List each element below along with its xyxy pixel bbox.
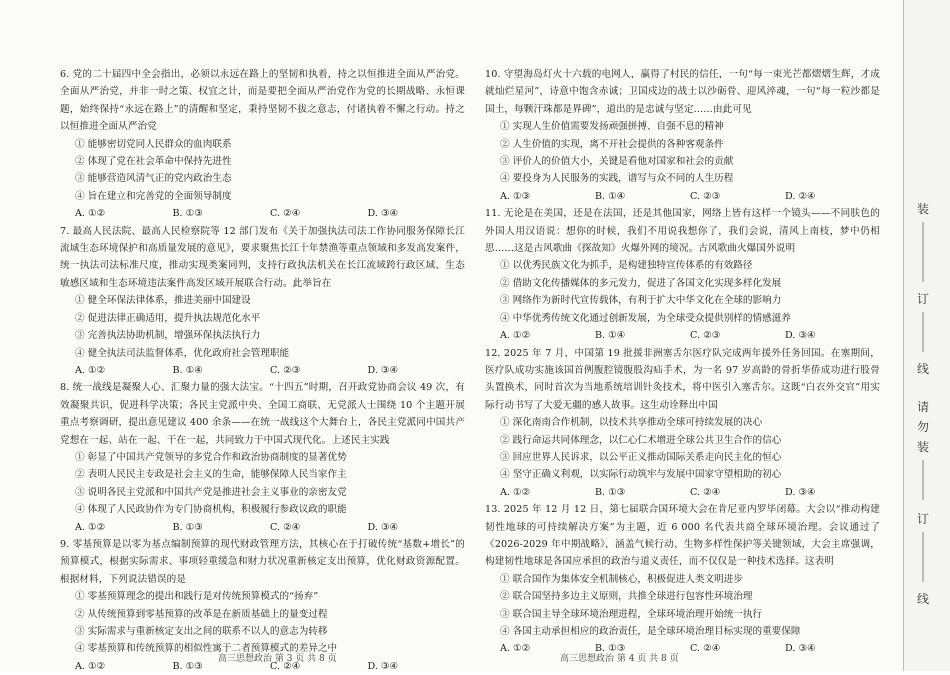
question-7 <box>60 223 465 380</box>
binding-dash <box>922 460 924 500</box>
question-stem: 8. 统一战线是凝聚人心、汇聚力量的强大法宝。“十四五”时期，召开政党协商会议 49 次，有效凝聚共识，促进科学决策；各民主党派中央、全国工商联、无党派人士围绕 10 个主题开展重点考察调研，提出意见建议 400 余条——在统一战线这个大舞台上，各民主党派同中国共产党想在一起、站在一起、干在一起，共同致力于中国式现代化。上述民主实践 <box>60 382 465 446</box>
choice-b: B. ①③ <box>595 643 626 655</box>
choice-a: A. ①② <box>500 330 531 342</box>
question-stem: 10. 守望海岛灯火十六载的电网人，赢得了村民的信任，一句“每一束光芒都熠熠生辉，才成就灿烂星河”，诗意中饱含赤诚；卫国戍边的战士以沙砺骨、迎风淬魂，一句“每一粒沙都是国土，每颗汗珠都是界碑”，道出的是忠诚与坚定……由此可见 <box>485 69 880 115</box>
option-4: ④ 中华优秀传统文化通过创新发展，为全球受众提供别样的情感滋养 <box>500 312 791 324</box>
choice-d: D. ③④ <box>367 208 399 220</box>
option-1: ① 实现人生价值需要发扬顽强拼搏、自强不息的精神 <box>500 121 724 133</box>
choice-a: A. ①② <box>75 208 106 220</box>
option-1: ① 健全环保法律体系，推进美丽中国建设 <box>75 295 251 307</box>
answer-choices <box>60 519 465 536</box>
option-2: ② 借助文化传播媒体的多元发力，促进了各国文化实现多样化发展 <box>500 277 782 289</box>
option-1: ① 联合国作为集体安全机制核心，积极促进人类文明进步 <box>500 573 743 585</box>
choice-c: C. ②④ <box>270 660 301 672</box>
binding-char: 装 <box>917 440 930 454</box>
option-4: ④ 坚守正确义利观，以实际行动筑牢与发展中国家守望相助的初心 <box>500 469 782 481</box>
option-2: ② 从传统预算到零基预算的改革是在新质基础上的量变过程 <box>75 608 328 620</box>
left-column <box>60 66 465 675</box>
right-column <box>485 66 880 658</box>
choice-d: D. ③④ <box>367 364 399 376</box>
binding-char: 订 <box>917 512 930 526</box>
option-4: ④ 旨在建立和完善党的全面领导制度 <box>75 190 232 202</box>
choice-c: C. ②③ <box>270 364 301 376</box>
question-stem: 13. 2025 年 12 月 12 日，第七届联合国环境大会在肯尼亚内罗毕闭幕。大会以“推动构建韧性地球的可持续解决方案”为主题，近 6 000 名代表共商全球环境治理。会议通过了《2026-2029 年中期战略》，涵盖气候行动、生物多样性保护等关键领域，大会主席强调，构建韧性地球是各国应承担的政治与道义责任，而不仅仅是一种技术选择。这表明 <box>485 504 880 568</box>
question-stem: 11. 无论是在美国，还是在法国，还是其他国家，网络上皆有这样一个镜头——不同肤色的外国人用汉语说：想你的时候，我们不用说我想你了，我们会说，清风上南枝，梦中仍相思……这是古风歌曲《探故知》火爆外网的境况。古风歌曲火爆国外说明 <box>485 208 880 255</box>
answer-choices <box>485 327 880 344</box>
choice-c: C. ②③ <box>690 330 721 342</box>
choice-d: D. ③④ <box>785 643 816 655</box>
option-3: ③ 能够营造风清气正的党内政治生态 <box>75 173 232 185</box>
binding-char: 装 <box>917 202 930 216</box>
choice-a: A. ①② <box>500 486 531 498</box>
choice-a: A. ①② <box>75 364 106 376</box>
option-2: ② 践行命运共同体理念，以仁心仁术增进全球公共卫生合作的信心 <box>500 434 782 446</box>
option-1: ① 彰显了中国共产党领导的多党合作和政治协商制度的显著优势 <box>75 451 347 463</box>
option-4: ④ 要投身为人民服务的实践，谱写与众不同的人生历程 <box>500 173 734 185</box>
option-2: ② 促进法律正确适用，提升执法规范化水平 <box>75 312 261 324</box>
option-2: ② 联合国坚持多边主义原则，共推全球进行包容性环境治理 <box>500 591 753 603</box>
choice-b: B. ①③ <box>172 521 203 533</box>
choice-d: D. ③④ <box>367 521 399 533</box>
question-stem: 12. 2025 年 7 月，中国第 19 批援非洲塞舌尔医疗队完成两年援外任务回国。在塞期间，医疗队成功实施该国首例腹腔镜腹股沟疝手术，为一名 97 岁高龄的骨折华侨成功进行股骨头置换术，同时首次为当地系统培训针灸技术，将中医引入塞舌尔。这既“白衣外交官”用实际行动书写了大爱无疆的感人故事。这生动诠释出中国 <box>485 347 880 411</box>
choice-b: B. ①③ <box>172 208 203 220</box>
option-3: ③ 完善执法协助机制，增强环保执法执行力 <box>75 330 261 342</box>
option-4: ④ 零基预算和传统预算的相似性寓于二者预算模式的差异之中 <box>75 643 338 655</box>
option-3: ③ 评价人的价值大小，关键是看他对国家和社会的贡献 <box>500 156 734 168</box>
binding-dash <box>922 312 924 352</box>
choice-d: D. ③④ <box>785 486 816 498</box>
binding-char: 线 <box>917 362 930 376</box>
choice-a: A. ①② <box>500 643 531 655</box>
choice-c: C. ②④ <box>270 208 301 220</box>
option-4: ④ 体现了人民政协作为专门协商机构，积极履行参政议政的职能 <box>75 504 347 516</box>
choice-b: B. ①④ <box>172 364 203 376</box>
binding-char: 订 <box>917 292 930 306</box>
binding-char: 勿 <box>917 420 930 434</box>
choice-d: D. ②④ <box>785 190 816 202</box>
option-3: ③ 回应世界人民诉求，以公平正义推动国际关系走向民主化的恒心 <box>500 451 782 463</box>
question-11 <box>485 205 880 344</box>
binding-char: 线 <box>917 592 930 606</box>
option-3: ③ 实际需求与重新核定支出之间的联系不以人的意志为转移 <box>75 626 328 637</box>
choice-c: C. ②③ <box>690 190 721 202</box>
option-1: ① 以优秀民族文化为抓手，是构建独特宣传体系的有效路径 <box>500 260 753 272</box>
question-stem: 9. 零基预算是以零为基点编制预算的现代财政管理方法，其核心在于打破传统“基数+增长”的预算模式，根据实际需求、事项轻重缓急和财力状况重新核定支出预算，优化财政资源配置。根据材料，下列说法错误的是 <box>60 538 465 585</box>
option-1: ① 零基预算理念的提出和践行是对传统预算模式的“扬弃” <box>75 591 319 603</box>
choice-b: B. ①④ <box>595 330 626 342</box>
choice-b: B. ①③ <box>172 660 203 672</box>
question-6 <box>60 66 465 223</box>
option-2: ② 人生价值的实现，离不开社会提供的各种客观条件 <box>500 138 724 150</box>
question-13 <box>485 501 880 658</box>
choice-c: C. ②④ <box>690 486 721 498</box>
answer-choices <box>485 188 880 205</box>
binding-char: 请 <box>917 400 930 414</box>
choice-d: D. ③④ <box>785 330 816 342</box>
page-footer-right: 高三思想政治 第 4 页 共 8 页 <box>560 654 679 664</box>
choice-b: B. ①④ <box>595 190 626 202</box>
answer-choices <box>60 362 465 379</box>
option-2: ② 表明人民民主专政是社会主义的生命，能够保障人民当家作主 <box>75 469 347 481</box>
binding-dash <box>922 532 924 582</box>
choice-d: D. ③④ <box>367 660 399 672</box>
question-10 <box>485 66 880 205</box>
binding-strip <box>903 0 950 671</box>
answer-choices <box>485 640 880 657</box>
option-1: ① 深化南南合作机制，以技术共享推动全球可持续发展的决心 <box>500 417 763 429</box>
answer-choices <box>60 205 465 222</box>
choice-a: A. ①② <box>75 660 106 672</box>
choice-a: A. ①③ <box>500 190 531 202</box>
option-3: ③ 联合国主导全球环境治理进程，全球环境治理开始统一执行 <box>500 608 763 620</box>
choice-c: C. ②④ <box>690 643 721 655</box>
option-1: ① 能够密切党同人民群众的血肉联系 <box>75 138 232 150</box>
choice-b: B. ①③ <box>595 486 626 498</box>
question-8 <box>60 379 465 536</box>
binding-dash <box>922 222 924 282</box>
option-3: ③ 说明各民主党派和中国共产党是推进社会主义事业的亲密友党 <box>75 486 347 498</box>
option-4: ④ 健全执法司法监督体系，优化政府社会管理职能 <box>75 347 290 359</box>
option-4: ④ 各国主动承担相应的政治责任，是全球环境治理目标实现的重要保障 <box>500 626 801 637</box>
choice-c: C. ②④ <box>270 521 301 533</box>
choice-a: A. ①② <box>75 521 106 533</box>
option-3: ③ 网络作为新时代宣传载体，有利于扩大中华文化在全球的影响力 <box>500 295 782 307</box>
question-stem: 6. 党的二十届四中全会指出，必须以永远在路上的坚韧和执着，持之以恒推进全面从严治党。全面从严治党，并非一时之策、权宜之计，而是要把全面从严治党作为党的长期战略、永恒课题，始终保持“永远在路上”的清醒和坚定，秉持坚韧不拔之意志，付诸执着不懈之行动。持之以恒推进全面从严治党 <box>60 69 465 133</box>
option-2: ② 体现了党在社会革命中保持先进性 <box>75 156 232 168</box>
question-12 <box>485 345 880 502</box>
question-stem: 7. 最高人民法院、最高人民检察院等 12 部门发布《关于加强执法司法工作协同服务保障长江流域生态环境保护和高质量发展的意见》，要求聚焦长江十年禁渔等重点领域和多发高发案件，统一执法司法标准尺度，推动实现类案同判，支持行政执法机关在长江流域跨行政区域、生态敏感区域和生态环境违法案件高发区域开展联合行动。此举旨在 <box>60 225 465 289</box>
page-footer-left: 高三思想政治 第 3 页 共 8 页 <box>218 654 337 664</box>
answer-choices <box>485 484 880 501</box>
